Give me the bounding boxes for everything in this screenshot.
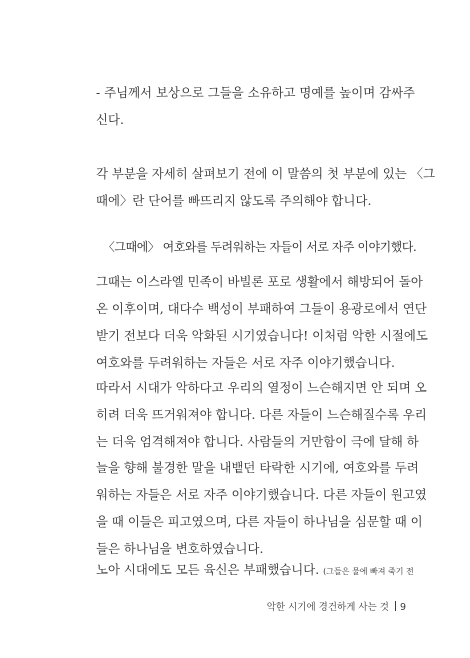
paragraph-1 — [96, 79, 416, 133]
text-segment: 노아 시대에도 모든 육신은 부패했습니다. — [96, 562, 320, 577]
text-line: 때에〉란 단어를 빠뜨리지 않도록 주의해야 합니다. — [96, 193, 372, 208]
text-line: - 주님께서 보상으로 그들을 소유하고 명예를 높이며 감싸주 — [96, 85, 416, 100]
text-line: 온 이후이며, 대다수 백성이 부패하여 그들이 용광로에서 연단 — [96, 301, 427, 316]
running-footer — [267, 599, 406, 613]
text-line: 늘을 향해 불경한 말을 내뱉던 타락한 시기에, 여호와를 두려 — [96, 460, 419, 476]
text-line: 신다. — [96, 112, 124, 127]
text-line: 는 더욱 엄격해져야 합니다. 사람들의 거만함이 극에 달해 하 — [96, 433, 419, 449]
quote-line: 〈그때에〉 여호와를 두려워하는 자들이 서로 자주 이야기했다. — [103, 240, 417, 254]
text-line: 들은 하나님을 변호하였습니다. — [96, 540, 264, 556]
footer-book-title: 악한 시기에 경건하게 사는 것 — [266, 602, 389, 613]
text-line: 워하는 자들은 서로 자주 이야기했습니다. 다른 자들이 원고였 — [96, 487, 427, 503]
text-line: 히려 더욱 뜨거워져야 합니다. 다른 자들이 느슨해질수록 우리 — [96, 406, 427, 422]
paragraph-2 — [96, 160, 436, 214]
footer-divider — [395, 601, 396, 611]
paragraph-4 — [96, 375, 427, 563]
text-line — [96, 560, 414, 582]
text-line: 을 때 이들은 피고였으며, 다른 자들이 하나님을 심문할 때 이 — [96, 513, 423, 529]
text-line: 따라서 시대가 악하다고 우리의 열정이 느슨해지면 안 되며 오 — [96, 380, 427, 395]
text-line: 여호와를 두려워하는 자들은 서로 자주 이야기했습니다. — [96, 355, 395, 370]
paragraph-3 — [96, 268, 428, 376]
text-line: 각 부분을 자세히 살펴보기 전에 이 말씀의 첫 부분에 있는 〈그 — [96, 166, 436, 181]
paragraph-5 — [96, 560, 414, 582]
text-line: 받기 전보다 더욱 악화된 시기였습니다! 이처럼 악한 시절에도 — [96, 328, 428, 343]
scripture-quote — [103, 237, 417, 257]
page-number: 9 — [399, 602, 406, 613]
small-inline-text: (그들은 물에 빠져 죽기 전 — [323, 567, 414, 576]
text-line: 그때는 이스라엘 민족이 바빌론 포로 생활에서 해방되어 돌아 — [96, 274, 423, 289]
